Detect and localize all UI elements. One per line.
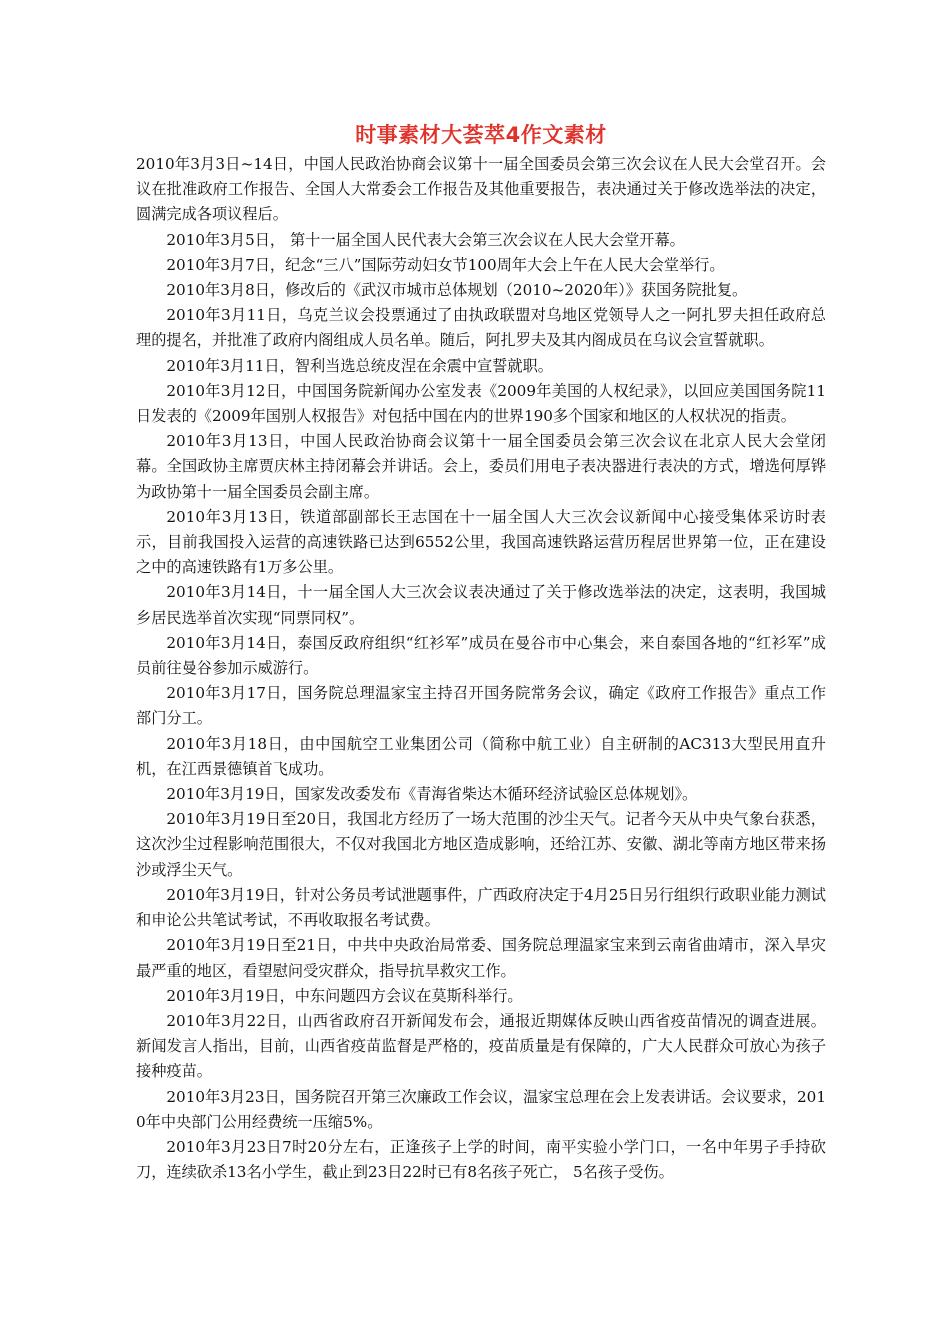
paragraph: 2010年3月13日，铁道部副部长王志国在十一届全国人大三次会议新闻中心接受集体采访时表示，目前我国投入运营的高速铁路已达到6552公里，我国高速铁路运营历程居世界第一位，正在建设之中的高速铁路有1万多公里。 — [136, 507, 826, 577]
paragraph: 2010年3月17日，国务院总理温家宝主持召开国务院常务会议，确定《政府工作报告》重点工作部门分工。 — [136, 684, 826, 728]
paragraph: 2010年3月23日7时20分左右，正逢孩子上学的时间，南平实验小学门口，一名中年男子手持砍刀，连续砍杀13名小学生，截止到23日22时已有8名孩子死亡， 5名孩子受伤。 — [136, 1137, 826, 1182]
document-page — [136, 118, 826, 1185]
paragraph: 2010年3月13日，中国人民政治协商会议第十一届全国委员会第三次会议在北京人民大会堂闭幕。全国政协主席贾庆林主持闭幕会并讲话。会上，委员们用电子表决器进行表决的方式，增选何厚铧为政协第十一届全国委员会副主席。 — [136, 432, 826, 501]
document-body — [136, 152, 826, 1185]
paragraph: 2010年3月22日，山西省政府召开新闻发布会，通报近期媒体反映山西省疫苗情况的调查进展。新闻发言人指出，目前，山西省疫苗监督是严格的，疫苗质量是有保障的，广大人民群众可放心为孩子接种疫苗。 — [136, 1011, 826, 1081]
paragraph: 2010年3月23日，国务院召开第三次廉政工作会议，温家宝总理在会上发表讲话。会议要求，2010年中央部门公用经费统一压缩5%。 — [136, 1087, 826, 1131]
paragraph: 2010年3月7日，纪念“三八”国际劳动妇女节100周年大会上午在人民大会堂举行。 — [166, 255, 725, 274]
paragraph: 2010年3月19日至21日，中共中央政治局常委、国务院总理温家宝来到云南省曲靖市，深入旱灾最严重的地区，看望慰问受灾群众，指导抗旱救灾工作。 — [136, 936, 826, 980]
paragraph: 2010年3月3日~14日，中国人民政治协商会议第十一届全国委员会第三次会议在人民大会堂召开。会议在批准政府工作报告、全国人大常委会工作报告及其他重要报告，表决通过关于修改选举法的决定，圆满完成各项议程后。 — [136, 155, 826, 224]
document-title: 时事素材大荟萃4作文素材 — [355, 123, 607, 147]
paragraph: 2010年3月5日， 第十一届全国人民代表大会第三次会议在人民大会堂开幕。 — [166, 230, 685, 249]
paragraph: 2010年3月11日，智利当选总统皮涅在余震中宣誓就职。 — [166, 356, 553, 375]
paragraph: 2010年3月11日，乌克兰议会投票通过了由执政联盟对乌地区党领导人之一阿扎罗夫担任政府总理的提名，并批准了政府内阁组成人员名单。随后，阿扎罗夫及其内阁成员在乌议会宣誓就职。 — [136, 306, 826, 350]
paragraph: 2010年3月12日，中国国务院新闻办公室发表《2009年美国的人权纪录》，以回应美国国务院11日发表的《2009年国别人权报告》对包括中国在内的世界190多个国家和地区的人权状况的指责。 — [136, 381, 826, 426]
paragraph: 2010年3月19日至20日，我国北方经历了一场大范围的沙尘天气。记者今天从中央气象台获悉，这次沙尘过程影响范围很大，不仅对我国北方地区造成影响，还给江苏、安徽、湖北等南方地区带来扬沙或浮尘天气。 — [136, 810, 826, 879]
paragraph: 2010年3月19日，中东问题四方会议在莫斯科举行。 — [166, 986, 523, 1005]
paragraph: 2010年3月14日，十一届全国人大三次会议表决通过了关于修改选举法的决定，这表明，我国城乡居民选举首次实现“同票同权”。 — [136, 583, 826, 627]
paragraph: 2010年3月19日，针对公务员考试泄题事件，广西政府决定于4月25日另行组织行政职业能力测试和申论公共笔试考试，不再收取报名考试费。 — [136, 885, 826, 930]
paragraph: 2010年3月8日，修改后的《武汉市城市总体规划（2010~2020年）》获国务院批复。 — [166, 281, 748, 300]
paragraph: 2010年3月14日，泰国反政府组织“红衫军”成员在曼谷市中心集会，来自泰国各地的“红衫军”成员前往曼谷参加示威游行。 — [136, 633, 826, 678]
paragraph: 2010年3月19日，国家发改委发布《青海省柴达木循环经济试验区总体规划》。 — [166, 785, 698, 804]
paragraph: 2010年3月18日，由中国航空工业集团公司（简称中航工业）自主研制的AC313大型民用直升机，在江西景德镇首飞成功。 — [136, 734, 826, 778]
